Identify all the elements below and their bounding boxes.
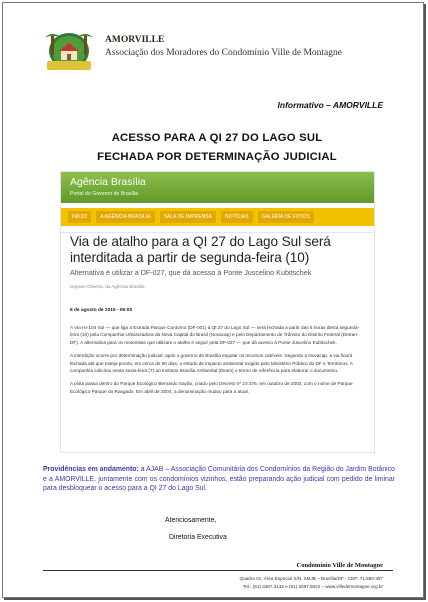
nav-item-galeria[interactable]: GALERIA DE FOTOS — [258, 211, 314, 223]
article-deck: Alternativa é utilizar a DF-027, que dá acesso à Ponte Juscelino Kubitschek — [70, 268, 312, 277]
article-screenshot — [60, 171, 375, 453]
article-nav — [61, 208, 374, 226]
amorville-logo-icon — [43, 31, 95, 75]
headline-line-1: ACESSO PARA A QI 27 DO LAGO SUL — [111, 132, 323, 144]
article-header — [61, 172, 374, 203]
article-paragraph: A interdição ocorre por determinação judicial, após o governo de Brasília esgotar os recursos cabíveis. Segundo a Novacap, a via ficará fechada até que esteja pronto, em cerca de 90 dias, o estudo de impacto ambiental exigido pelo Ministério Público do DF e Territórios. A companhia solicitou nesta sexta-feira (7) ao Instituto Brasília Ambiental (Ibram) o termo de referência para elaborar o documento. — [70, 353, 353, 374]
article-paragraph: A pista passa dentro do Parque Ecológico Bernardo Sayão, criado pelo Decreto nº 23.376, em outubro de 2002, com o nome de Parque Ecológico Parque do Rasgado. Em abril de 2004, a denominação mudou para a atual. — [70, 381, 353, 394]
article-body — [70, 324, 362, 401]
nav-item-inicio[interactable]: INÍCIO — [68, 211, 91, 223]
article-title: Via de atalho para a QI 27 do Lago Sul será interditada a partir de segunda-feira (10) — [70, 234, 331, 265]
footer-org: Condomínio Ville de Montagne — [296, 562, 383, 569]
footer-contact: Tel.: (61) 3367.3132 e (61) 3367.5822 – www.villedemontagne.org.br — [243, 584, 383, 589]
org-full-name: Associação dos Moradores do Condomínio Ville de Montagne — [105, 48, 342, 58]
footer-divider — [43, 570, 393, 571]
informativo-label: Informativo – AMORVILLE — [277, 100, 383, 110]
closing-signature: Diretoria Executiva — [169, 534, 227, 541]
article-paragraph: A Via HI-104 Sul — que liga a Estrada Parque Contorno (DF-001) à QI 27 do Lago Sul — será fechada a partir das 6 horas desta segunda-feira (10) pela Companhia Urbanizadora da Nova Capital do Brasil (Novacap) e pelo Departamento de Trânsito do Distrito Federal (Detran-DF). A alternativa para os motoristas que utilizam o atalho é seguir pela DF-027 — que dá acesso à Ponte Juscelino Kubitschek. — [70, 325, 360, 345]
letterhead — [43, 31, 423, 75]
action-notice — [43, 465, 395, 494]
article-brand: Agência Brasília — [70, 176, 146, 188]
article-date: 8 de agosto de 2015 - 06:00 — [70, 308, 133, 313]
closing-regards: Atenciosamente, — [165, 517, 217, 524]
headline-line-2: FECHADA POR DETERMINAÇÃO JUDICIAL — [97, 151, 337, 163]
headline — [43, 129, 391, 167]
article-brand-subtitle: Portal do Governo de Brasília — [70, 191, 139, 197]
article-byline: Dayane Oliveira, da Agência Brasília — [70, 284, 145, 289]
action-label: Providências em andamento: — [43, 466, 139, 473]
document-page — [2, 2, 424, 598]
nav-item-agencia[interactable]: A AGÊNCIA BRASÍLIA — [96, 211, 154, 223]
action-text: a AJAB – Associação Comunitária dos Condomínios da Região do Jardim Botânico e a AMORVILLE, juntamente com os condomínios vizinhos, estão preparando ação judicial com pedido de liminar para desbloquear o acesso para a QI 27 do Lago Sul. — [43, 466, 395, 493]
org-name: AMORVILLE — [105, 35, 165, 45]
article-separator — [61, 232, 374, 233]
nav-item-sala-imprensa[interactable]: SALA DE IMPRENSA — [160, 211, 216, 223]
footer-address: Quadra 01, Área Especial S/N, SMJB – Brasília/DF - CEP: 71.680-357 — [239, 576, 383, 581]
nav-item-noticias[interactable]: NOTÍCIAS — [221, 211, 253, 223]
